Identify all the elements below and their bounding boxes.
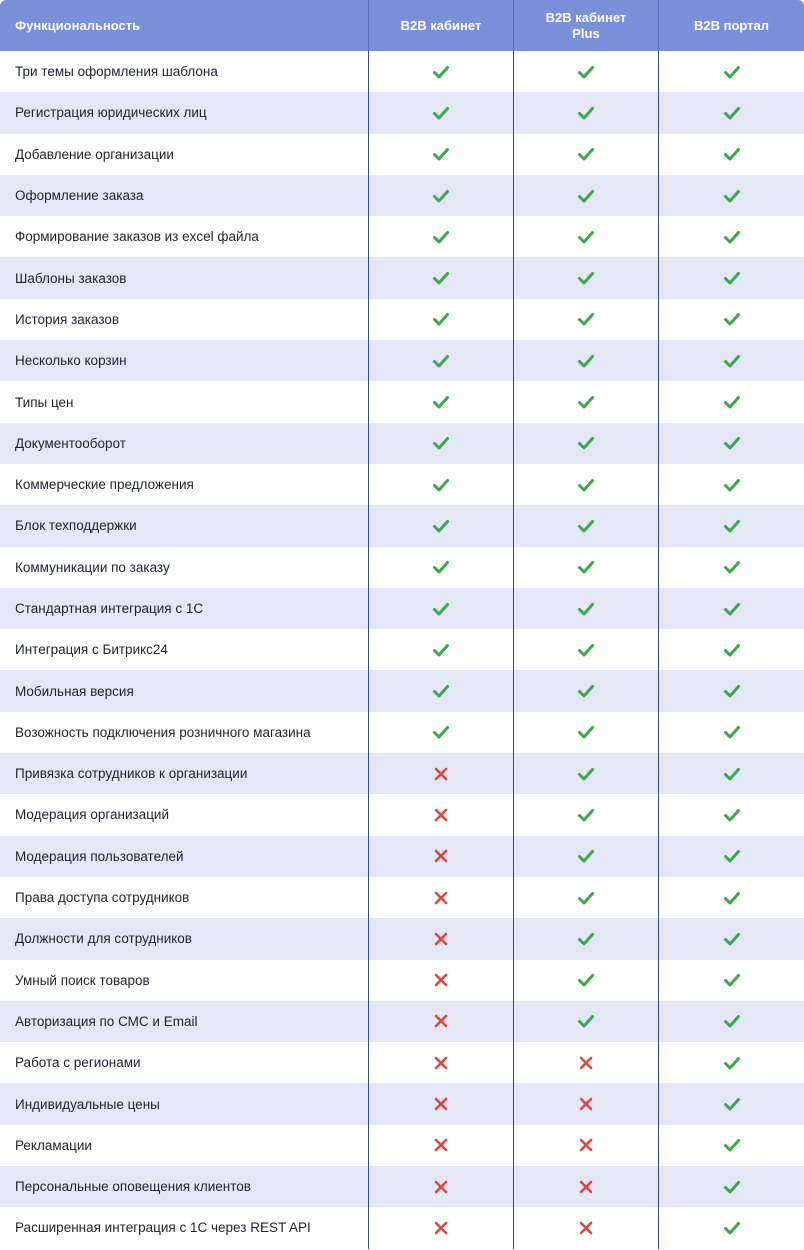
cross-icon xyxy=(368,1042,513,1083)
cross-icon xyxy=(368,1001,513,1042)
cross-icon xyxy=(513,1125,658,1166)
check-icon xyxy=(368,175,513,216)
table-row xyxy=(0,175,804,216)
feature-name: Должности для сотрудников xyxy=(15,931,192,947)
feature-name: История заказов xyxy=(15,311,120,327)
table-row xyxy=(0,960,804,1001)
check-icon xyxy=(658,257,804,298)
feature-name: Оформление заказа xyxy=(15,188,144,204)
table-row xyxy=(0,629,804,670)
check-icon xyxy=(658,960,804,1001)
table-row xyxy=(0,216,804,257)
feature-name: Добавление организации xyxy=(15,146,174,162)
check-icon xyxy=(513,670,658,711)
check-icon xyxy=(368,216,513,257)
cross-icon xyxy=(368,918,513,959)
check-icon xyxy=(368,51,513,92)
check-icon xyxy=(368,134,513,175)
check-icon xyxy=(513,505,658,546)
check-icon xyxy=(658,423,804,464)
check-icon xyxy=(368,340,513,381)
check-icon xyxy=(368,712,513,753)
feature-name: Авторизация по СМС и Email xyxy=(15,1013,198,1029)
check-icon xyxy=(513,51,658,92)
check-icon xyxy=(658,505,804,546)
table-row xyxy=(0,794,804,835)
check-icon xyxy=(658,175,804,216)
cross-icon xyxy=(513,1042,658,1083)
table-row xyxy=(0,670,804,711)
feature-name: Формирование заказов из excel файла xyxy=(15,229,259,245)
cross-icon xyxy=(368,1125,513,1166)
check-icon xyxy=(658,1207,804,1248)
check-icon xyxy=(513,92,658,133)
check-icon xyxy=(658,464,804,505)
check-icon xyxy=(513,836,658,877)
check-icon xyxy=(368,670,513,711)
table-row xyxy=(0,836,804,877)
check-icon xyxy=(368,629,513,670)
table-row xyxy=(0,1125,804,1166)
check-icon xyxy=(513,588,658,629)
check-icon xyxy=(658,753,804,794)
check-icon xyxy=(658,588,804,629)
feature-name: Модерация организаций xyxy=(15,807,170,823)
feature-name: Интеграция с Битрикс24 xyxy=(15,642,168,658)
check-icon xyxy=(658,547,804,588)
check-icon xyxy=(513,175,658,216)
table-row xyxy=(0,1001,804,1042)
feature-name: Три темы оформления шаблона xyxy=(15,64,218,80)
feature-name: Умный поиск товаров xyxy=(15,972,150,988)
feature-name: Рекламации xyxy=(15,1137,92,1153)
table-row xyxy=(0,1083,804,1124)
check-icon xyxy=(658,134,804,175)
check-icon xyxy=(368,423,513,464)
header-b2b-portal: B2B портал xyxy=(658,0,804,51)
feature-name: Документооборот xyxy=(15,435,126,451)
check-icon xyxy=(658,51,804,92)
feature-name: Типы цен xyxy=(15,394,74,410)
check-icon xyxy=(658,918,804,959)
check-icon xyxy=(513,547,658,588)
check-icon xyxy=(368,588,513,629)
check-icon xyxy=(513,794,658,835)
header-feature: Функциональность xyxy=(15,18,141,33)
feature-name: Модерация пользователей xyxy=(15,848,184,864)
check-icon xyxy=(513,216,658,257)
cross-icon xyxy=(368,960,513,1001)
check-icon xyxy=(658,216,804,257)
cross-icon xyxy=(513,1207,658,1248)
check-icon xyxy=(513,918,658,959)
table-row xyxy=(0,1207,804,1248)
feature-name: Шаблоны заказов xyxy=(15,270,127,286)
check-icon xyxy=(658,629,804,670)
cross-icon xyxy=(368,1083,513,1124)
check-icon xyxy=(368,257,513,298)
table-row xyxy=(0,918,804,959)
cross-icon xyxy=(368,836,513,877)
table-row xyxy=(0,257,804,298)
cross-icon xyxy=(368,1207,513,1248)
check-icon xyxy=(658,877,804,918)
check-icon xyxy=(513,340,658,381)
feature-name: Права доступа сотрудников xyxy=(15,890,190,906)
check-icon xyxy=(513,753,658,794)
check-icon xyxy=(513,1001,658,1042)
table-row xyxy=(0,423,804,464)
feature-name: Индивидуальные цены xyxy=(15,1096,160,1112)
check-icon xyxy=(513,134,658,175)
check-icon xyxy=(658,381,804,422)
check-icon xyxy=(513,423,658,464)
feature-name: Расширенная интеграция с 1С через REST API xyxy=(15,1220,311,1236)
table-row xyxy=(0,51,804,92)
table-row xyxy=(0,547,804,588)
check-icon xyxy=(658,340,804,381)
table-header xyxy=(0,0,804,51)
feature-name: Привязка сотрудников к организации xyxy=(15,766,248,782)
check-icon xyxy=(368,92,513,133)
feature-name: Стандартная интеграция с 1С xyxy=(15,601,204,616)
table-row xyxy=(0,340,804,381)
check-icon xyxy=(658,712,804,753)
check-icon xyxy=(658,1083,804,1124)
feature-name: Коммерческие предложения xyxy=(15,477,194,493)
feature-name: Работа с регионами xyxy=(15,1055,141,1071)
check-icon xyxy=(513,960,658,1001)
check-icon xyxy=(658,1042,804,1083)
check-icon xyxy=(658,1001,804,1042)
cross-icon xyxy=(513,1166,658,1207)
header-plus-line2: Plus xyxy=(572,25,600,41)
check-icon xyxy=(658,299,804,340)
cross-icon xyxy=(368,794,513,835)
table-row xyxy=(0,381,804,422)
check-icon xyxy=(513,464,658,505)
feature-name: Мобильная версия xyxy=(15,683,134,699)
feature-name: Блок техподдержки xyxy=(15,518,137,534)
check-icon xyxy=(658,836,804,877)
cross-icon xyxy=(368,1166,513,1207)
check-icon xyxy=(513,299,658,340)
feature-name: Возожность подключения розничного магазина xyxy=(15,724,311,740)
check-icon xyxy=(513,629,658,670)
check-icon xyxy=(513,712,658,753)
table-row xyxy=(0,299,804,340)
check-icon xyxy=(658,1125,804,1166)
table-row xyxy=(0,464,804,505)
header-b2b-cabinet-plus xyxy=(513,0,658,51)
check-icon xyxy=(368,505,513,546)
cross-icon xyxy=(368,753,513,794)
table-row xyxy=(0,712,804,753)
feature-name: Регистрация юридических лиц xyxy=(15,105,207,121)
table-row xyxy=(0,92,804,133)
check-icon xyxy=(368,547,513,588)
table-row xyxy=(0,505,804,546)
table-row xyxy=(0,588,804,629)
table-row xyxy=(0,877,804,918)
check-icon xyxy=(513,877,658,918)
check-icon xyxy=(658,1166,804,1207)
cross-icon xyxy=(368,877,513,918)
check-icon xyxy=(658,92,804,133)
check-icon xyxy=(513,381,658,422)
check-icon xyxy=(658,794,804,835)
check-icon xyxy=(368,464,513,505)
feature-name: Персональные оповещения клиентов xyxy=(15,1179,251,1195)
feature-name: Несколько корзин xyxy=(15,353,127,369)
header-b2b-cabinet: B2B кабинет xyxy=(368,0,513,51)
table-row xyxy=(0,1042,804,1083)
table-row xyxy=(0,753,804,794)
table-body xyxy=(0,51,804,1249)
table-row xyxy=(0,134,804,175)
cross-icon xyxy=(513,1083,658,1124)
check-icon xyxy=(513,257,658,298)
table-row xyxy=(0,1166,804,1207)
check-icon xyxy=(368,299,513,340)
check-icon xyxy=(658,670,804,711)
check-icon xyxy=(368,381,513,422)
feature-name: Коммуникации по заказу xyxy=(15,559,170,575)
header-plus-line1: B2B кабинет xyxy=(545,9,627,25)
